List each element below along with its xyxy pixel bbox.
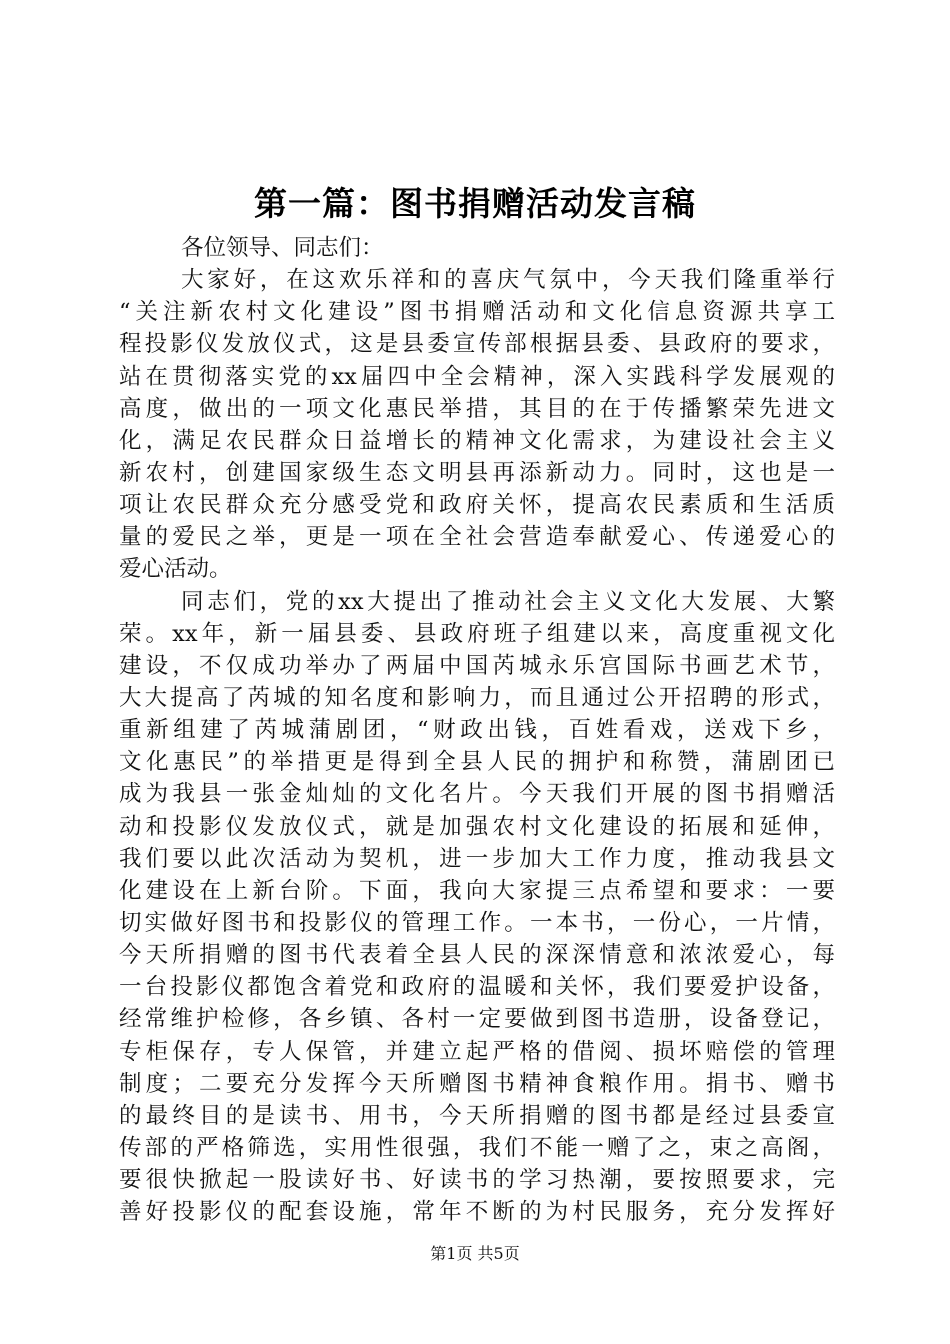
text-line: 专柜保存，专人保管，并建立起严格的借阅、损坏赔偿的管理: [119, 1038, 835, 1065]
text-line: 建设，不仅成功举办了两届中国芮城永乐宫国际书画艺术节，: [119, 652, 835, 679]
text-line: 程投影仪发放仪式，这是县委宣传部根据县委、县政府的要求，: [119, 331, 835, 358]
text-line: 善好投影仪的配套设施，常年不断的为村民服务，充分发挥好: [119, 1199, 835, 1226]
text-line: 大家好，在这欢乐祥和的喜庆气氛中，今天我们隆重举行: [181, 267, 835, 294]
text-line: 我们要以此次活动为契机，进一步加大工作力度，推动我县文: [119, 845, 835, 872]
text-line: 一台投影仪都饱含着党和政府的温暖和关怀，我们要爱护设备，: [119, 974, 835, 1001]
text-line: 文化惠民”的举措更是得到全县人民的拥护和称赞，蒲剧团已: [119, 749, 835, 776]
text-line: “关注新农村文化建设”图书捐赠活动和文化信息资源共享工: [119, 299, 835, 326]
text-line: 今天所捐赠的图书代表着全县人民的深深情意和浓浓爱心，每: [119, 942, 835, 969]
text-line: 化，满足农民群众日益增长的精神文化需求，为建设社会主义: [119, 427, 835, 454]
page-title: 第一篇：图书捐赠活动发言稿: [254, 184, 696, 223]
text-line: 成为我县一张金灿灿的文化名片。今天我们开展的图书捐赠活: [119, 781, 835, 808]
text-line: 化建设在上新台阶。下面，我向大家提三点希望和要求：一要: [119, 877, 835, 904]
text-line: 新农村，创建国家级生态文明县再添新动力。同时，这也是一: [119, 459, 835, 486]
text-line: 高度，做出的一项文化惠民举措，其目的在于传播繁荣先进文: [119, 395, 835, 422]
text-line: 的最终目的是读书、用书，今天所捐赠的图书都是经过县委宣: [119, 1102, 835, 1129]
text-line: 经常维护检修，各乡镇、各村一定要做到图书造册，设备登记，: [119, 1006, 835, 1033]
text-line: 爱心活动。: [119, 556, 232, 583]
text-line: 站在贯彻落实党的xx届四中全会精神，深入实践科学发展观的: [119, 363, 835, 390]
text-line: 传部的严格筛选，实用性很强，我们不能一赠了之，束之高阁，: [119, 1134, 835, 1161]
text-line: 同志们，党的xx大提出了推动社会主义文化大发展、大繁: [181, 588, 835, 615]
text-line: 量的爱民之举，更是一项在全社会营造奉献爱心、传递爱心的: [119, 524, 835, 551]
text-line: 重新组建了芮城蒲剧团，“财政出钱，百姓看戏，送戏下乡，: [119, 717, 835, 744]
text-line: 大大提高了芮城的知名度和影响力，而且通过公开招聘的形式，: [119, 684, 835, 711]
text-line: 荣。xx年，新一届县委、县政府班子组建以来，高度重视文化: [119, 620, 835, 647]
document-body: [119, 232, 835, 1228]
text-line: 切实做好图书和投影仪的管理工作。一本书，一份心，一片情，: [119, 909, 835, 936]
text-line: 要很快掀起一股读好书、好读书的学习热潮，要按照要求，完: [119, 1167, 835, 1194]
text-line: 制度；二要充分发挥今天所赠图书精神食粮作用。捐书、赠书: [119, 1070, 835, 1097]
salutation: 各位领导、同志们：: [181, 235, 384, 261]
page-footer: 第1页 共5页: [430, 1244, 520, 1263]
text-line: 项让农民群众充分感受党和政府关怀，提高农民素质和生活质: [119, 492, 835, 519]
text-line: 动和投影仪发放仪式，就是加强农村文化建设的拓展和延伸，: [119, 813, 835, 840]
